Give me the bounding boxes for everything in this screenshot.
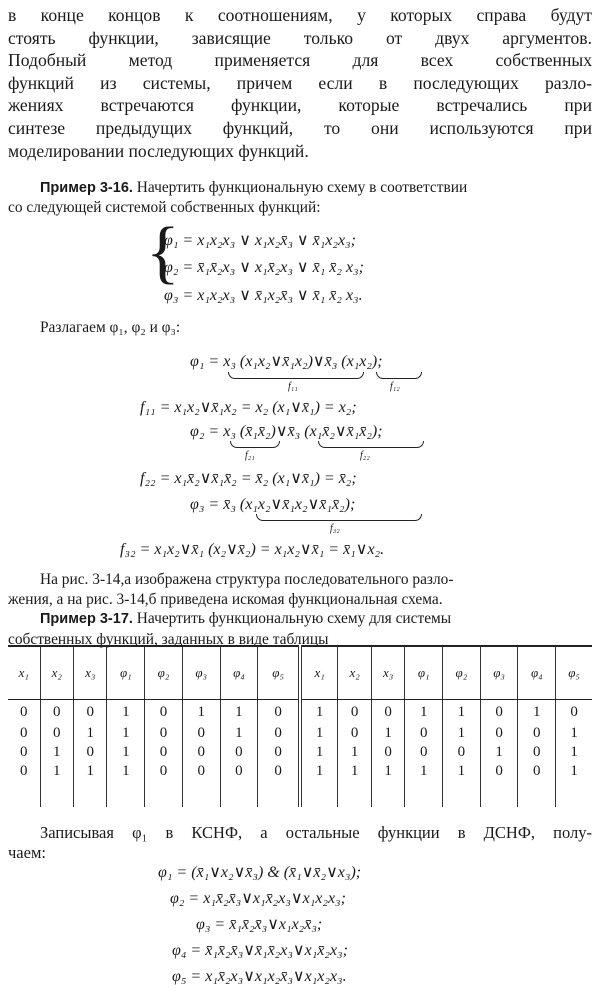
text-line: стоять функции, зависящие только от двух аргументов. [8, 27, 592, 48]
step-phi2: φ₂ = x₃ (x̄₁x̄₂)∨x̄₃ (x₁x̄₂∨x̄₁x̄₂); [190, 423, 383, 440]
table-cell: 1 [40, 762, 73, 781]
text-line: чаем: [8, 843, 46, 862]
example-17-statement [8, 609, 592, 649]
text-line: синтезе предыдущих функций, то они используются при [8, 117, 592, 138]
table-cell: 1 [182, 700, 220, 725]
underbrace [318, 441, 424, 448]
column-header: x₃ [73, 646, 106, 700]
column-header: φ₁ [405, 646, 443, 700]
table-cell: 0 [182, 762, 220, 781]
table-cell: 1 [107, 724, 145, 743]
table-cell: 1 [300, 724, 338, 743]
example-16-statement [40, 178, 592, 199]
table-cell: 0 [258, 762, 300, 781]
example-16-statement-cont [8, 198, 592, 218]
table-row [8, 743, 592, 762]
table-cell: 1 [300, 743, 338, 762]
final-phi3: φ₃ = x̄₁x̄₂x̄₃∨x₁x₂x̄₃; [196, 916, 323, 933]
table-cell: 0 [73, 700, 106, 725]
step-f32: f₃₂ = x₁x₂∨x̄₁ (x₂∨x̄₂) = x₁x₂∨x̄₁ = x̄₁∨x₂. [120, 541, 385, 558]
table-cell: 0 [443, 743, 481, 762]
table-cell: 0 [20, 703, 28, 720]
column-header: x₂ [338, 646, 371, 700]
column-header: x₁ [8, 646, 40, 700]
table-cell: 0 [182, 743, 220, 762]
column-header: φ₅ [258, 646, 300, 700]
table-header-row [8, 646, 592, 700]
brace-label: f₂₂ [360, 450, 370, 461]
table-cell: 1 [300, 762, 338, 781]
step-phi3: φ₃ = x̄₃ (x₁x₂∨x̄₁x₂∨x̄₁x̄₂); [190, 496, 356, 513]
table-cell: 0 [480, 724, 518, 743]
final-phi1: φ₁ = (x̄₁∨x₂∨x̄₃) & (x̄₁∨x̄₂∨x₃); [158, 864, 362, 881]
text-line: в конце концов к соотношениям, у которых справа будут [8, 5, 592, 25]
example-label: Пример 3-17. [40, 611, 133, 627]
table-cell: 1 [405, 700, 443, 725]
table-cell: 0 [20, 744, 28, 760]
table-cell: 1 [338, 762, 371, 781]
table-cell: 0 [258, 743, 300, 762]
table-cell: 1 [443, 762, 481, 781]
step-phi1: φ₁ = x₃ (x₁x₂∨x̄₁x₂)∨x̄₃ (x₁x₂); [190, 353, 383, 370]
column-header: φ₃ [480, 646, 518, 700]
table-cell: 0 [338, 700, 371, 725]
table-cell: 1 [443, 700, 481, 725]
text-line: жениях встречаются функции, которые встречались при [8, 95, 592, 116]
table-cell: 1 [371, 724, 404, 743]
table-cell: 0 [338, 724, 371, 743]
column-header: φ₄ [220, 646, 258, 700]
table-cell: 1 [556, 762, 592, 781]
brace-label: f₁₂ [390, 381, 400, 392]
table-cell: 1 [220, 724, 258, 743]
table-row [8, 724, 592, 743]
table-cell: 1 [73, 762, 106, 781]
table-cell: 0 [20, 763, 28, 779]
column-header: x₁ [300, 646, 338, 700]
decompose-intro: Разлагаем φ₁, φ₂ и φ₃: [40, 319, 181, 336]
table-cell: 1 [556, 743, 592, 762]
brace-label: f₃₂ [330, 523, 340, 534]
step-f22: f₂₂ = x₁x̄₂∨x̄₁x̄₂ = x̄₂ (x₁∨x̄₁) = x̄₂; [140, 470, 357, 487]
text-line: Начертить функциональную схему в соответствии [136, 179, 468, 196]
table-cell: 1 [405, 762, 443, 781]
brace-label: f₂₁ [245, 450, 255, 461]
figure-reference [8, 570, 592, 609]
system-equation-3: φ₃ = x₁x₂x₃ ∨ x̄₁x₂x̄₃ ∨ x̄₁ x̄₂ x₃. [164, 287, 363, 304]
column-header: φ₂ [443, 646, 481, 700]
table-cell: 0 [518, 743, 556, 762]
table-cell: 0 [182, 724, 220, 743]
table-row [8, 762, 592, 781]
table-cell: 1 [518, 700, 556, 725]
table-cell: 1 [443, 724, 481, 743]
final-phi2: φ₂ = x₁x̄₂x̄₃∨x₁x̄₂x₃∨x₁x₂x₃; [170, 890, 346, 907]
table-cell: 0 [145, 724, 183, 743]
table-cell: 0 [371, 743, 404, 762]
text-line: На рис. 3-14,а изображена структура последовательного разло- [40, 571, 454, 588]
table-cell: 0 [40, 724, 73, 743]
table-cell: 0 [145, 700, 183, 725]
text-line: Записывая φ₁ в КСНФ, а остальные функции в ДСНФ, полу- [40, 823, 592, 842]
table-cell: 1 [40, 743, 73, 762]
column-header: φ₄ [518, 646, 556, 700]
table-cell: 0 [480, 700, 518, 725]
column-header: φ₃ [182, 646, 220, 700]
text-line: жения, а на рис. 3-14,б приведена искомая функциональная схема. [8, 590, 443, 608]
table-cell: 0 [220, 762, 258, 781]
table-row [8, 700, 592, 725]
ksnf-paragraph [8, 823, 592, 863]
table-cell: 0 [518, 762, 556, 781]
system-equation-1: φ₁ = x₁x₂x₃ ∨ x₁x₂x̄₃ ∨ x̄₁x₂x₃; [164, 232, 356, 249]
table-cell: 1 [480, 743, 518, 762]
table-cell: 0 [258, 724, 300, 743]
table-cell: 0 [405, 724, 443, 743]
text-line: со следующей системой собственных функций: [8, 199, 321, 216]
table-cell: 1 [107, 743, 145, 762]
table-cell: 1 [107, 762, 145, 781]
final-phi5: φ₅ = x₁x̄₂x₃∨x₁x₂x̄₃∨x₁x₂x₃. [172, 968, 347, 985]
table-cell: 0 [73, 743, 106, 762]
column-header: φ₁ [107, 646, 145, 700]
table-cell: 0 [556, 700, 592, 725]
table-cell: 1 [220, 700, 258, 725]
final-phi4: φ₄ = x̄₁x̄₂x̄₃∨x̄₁x̄₂x₃∨x₁x̄₂x₃; [172, 942, 348, 959]
table-cell: 0 [480, 762, 518, 781]
text-line: собственных функций, заданных в виде таблицы [8, 630, 329, 648]
table-cell: 1 [73, 724, 106, 743]
underbrace [230, 441, 280, 448]
table-cell: 0 [258, 700, 300, 725]
table-cell: 0 [405, 743, 443, 762]
table-cell: 0 [20, 725, 28, 741]
table-bottom-spacer [8, 781, 592, 807]
column-header: φ₅ [556, 646, 592, 700]
step-f11: f₁₁ = x₁x₂∨x̄₁x₂ = x₂ (x₁∨x̄₁) = x₂; [140, 399, 357, 416]
table-cell: 0 [145, 743, 183, 762]
brace-label: f₁₁ [288, 381, 298, 392]
table-cell: 1 [556, 724, 592, 743]
text-line: Подобный метод применяется для всех собственных [8, 50, 592, 71]
table-cell: 1 [300, 700, 338, 725]
column-header: x₂ [40, 646, 73, 700]
column-header: x₃ [371, 646, 404, 700]
table-cell: 1 [371, 762, 404, 781]
example-label: Пример 3-16. [40, 180, 133, 196]
system-brace: { [146, 214, 180, 291]
underbrace [256, 514, 422, 521]
text-line: Начертить функциональную схему для системы [136, 610, 452, 627]
text-line: функций из системы, причем если в последующих разло- [8, 72, 592, 93]
text-line: моделировании последующих функций. [8, 140, 309, 161]
column-header: φ₂ [145, 646, 183, 700]
intro-paragraph [8, 4, 592, 162]
table-cell: 0 [40, 700, 73, 725]
table-cell: 0 [371, 700, 404, 725]
table-cell: 0 [145, 762, 183, 781]
table-cell: 1 [338, 743, 371, 762]
underbrace [376, 372, 422, 379]
truth-table [8, 645, 592, 807]
table-cell: 0 [220, 743, 258, 762]
table-cell: 0 [518, 724, 556, 743]
table-cell: 1 [107, 700, 145, 725]
system-equation-2: φ₂ = x̄₁x̄₂x₃ ∨ x₁x̄₂x₃ ∨ x̄₁ x̄₂ x₃; [164, 259, 364, 276]
underbrace [228, 372, 364, 379]
